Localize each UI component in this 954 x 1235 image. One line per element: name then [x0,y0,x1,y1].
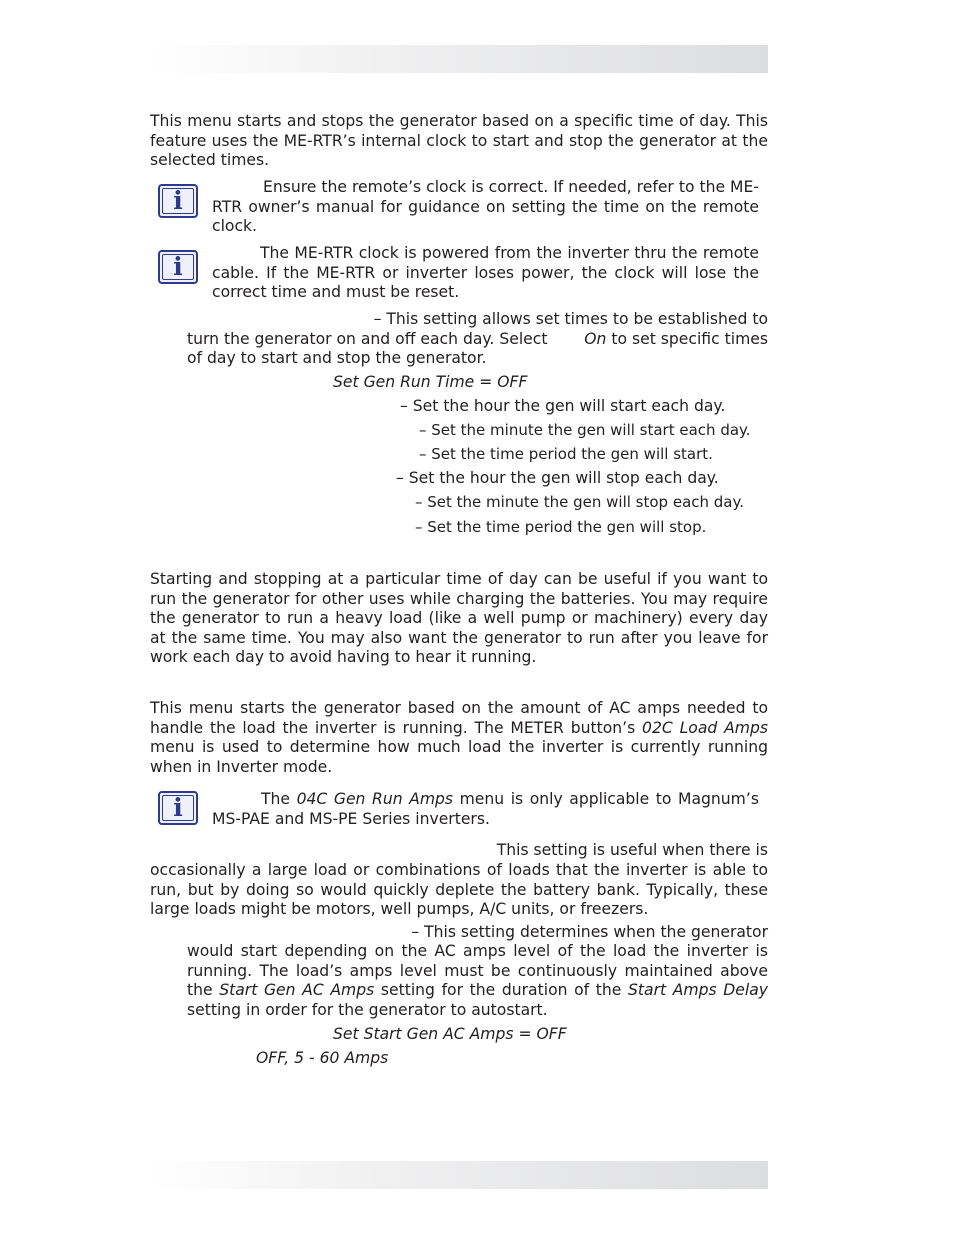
intro-paragraph: This menu starts and stops the generator based on a specific time of day. This feature uses the ME-RTR’s internal clock to start and stop the generator at the selected times. [150,112,768,170]
note-clock-power: The ME-RTR clock is powered from the inverter thru the remote cable. If the ME-RTR or inverter loses power, the clock will lose the correct time and must be reset. [212,244,759,302]
useful2-line1: This setting is useful when there is [496,841,768,859]
setting-stop-hour: – Set the hour the gen will stop each day. [396,469,719,487]
setting-start-minute: – Set the minute the gen will start each day. [419,421,751,439]
start-amps-delay-name: Start Amps Delay [628,981,768,1000]
info-icon: i [158,250,198,284]
load-amps-menu-name: 02C Load Amps [642,718,768,737]
gen-run-time-default: Set Gen Run Time = OFF [333,373,528,391]
note-clock-correct: Ensure the remote’s clock is correct. If needed, refer to the ME-RTR owner’s manual for guidance on setting the time on the remote clock. [212,178,759,236]
start-gen-line1: – This setting determines when the generator [411,923,768,941]
setting-stop-minute: – Set the minute the gen will stop each day. [415,493,744,511]
setting-start-period: – Set the time period the gen will start. [419,445,713,463]
gen-run-line2: turn the generator on and off each day. Select On to set specific times [187,329,768,348]
setting-start-hour: – Set the hour the gen will start each day. [400,397,726,415]
start-gen-range: OFF, 5 - 60 Amps [256,1049,389,1067]
on-word: On [584,329,607,348]
gen-run-line3: of day to start and stop the generator. [187,349,487,368]
header-bar [150,45,768,73]
start-gen-default: Set Start Gen AC Amps = OFF [333,1025,567,1043]
amps-intro-paragraph: This menu starts the generator based on the amount of AC amps needed to handle the load the inverter is running. The METER button’s 02C Load Amps menu is used to determine how much load the inverter is currently running when in Inverter mode. [150,699,768,776]
gen-run-line1: – This setting allows set times to be established to [373,310,768,328]
start-gen-ac-amps-name: Start Gen AC Amps [219,981,375,1000]
useful2-paragraph: occasionally a large load or combinations of loads that the inverter is able to run, but by doing so would quickly deplete the battery bank. Typically, these large loads might be motors, well pumps, A/C units, or freezers. [150,861,768,919]
footer-bar [150,1161,768,1189]
gen-run-amps-menu-name: 04C Gen Run Amps [296,790,454,808]
note-gen-run-amps: The 04C Gen Run Amps menu is only applicable to Magnum’s MS-PAE and MS-PE Series inverters. [212,790,759,828]
usefulness-paragraph: Starting and stopping at a particular time of day can be useful if you want to run the generator for other uses while charging the batteries. You may require the generator to run a heavy load (like a well pump or machinery) every day at the same time. You may also want the generator to run after you leave for work each day to avoid having to hear it running. [150,570,768,667]
gen-run-time-desc [187,310,768,369]
start-gen-paragraph: would start depending on the AC amps level of the load the inverter is running. The load’s amps level must be continuously maintained above the Start Gen AC Amps setting for the duration of the Start Amps Delay setting in order for the generator to autostart. [187,942,768,1019]
setting-stop-period: – Set the time period the gen will stop. [415,518,707,536]
info-icon: i [158,791,198,825]
info-icon: i [158,184,198,218]
